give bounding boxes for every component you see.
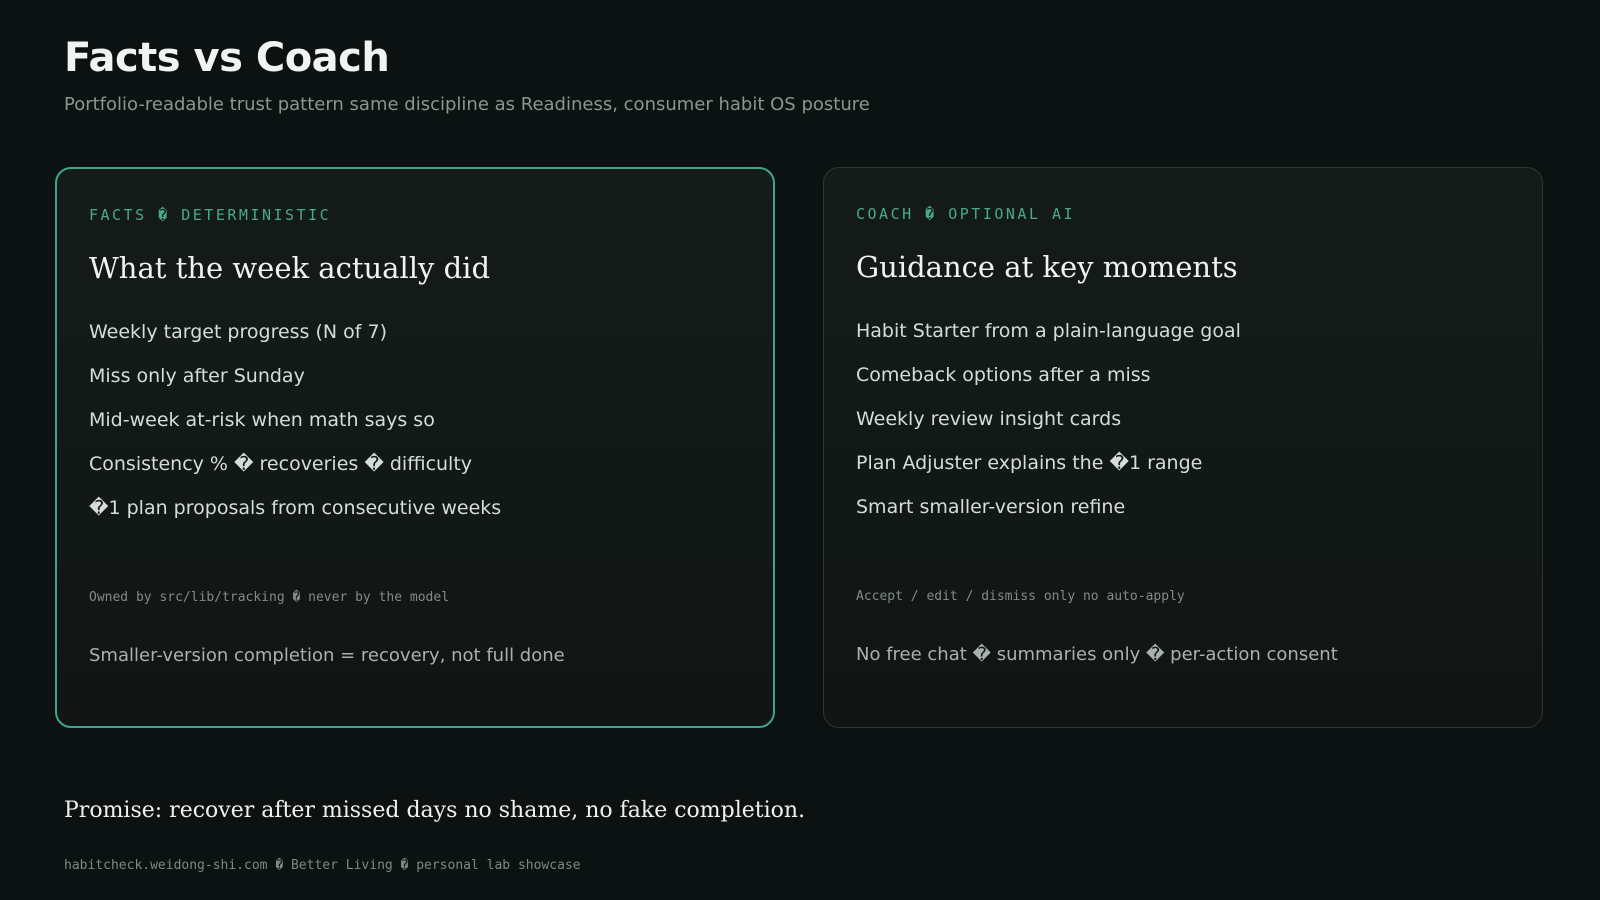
facts-item: �1 plan proposals from consecutive weeks	[89, 497, 502, 519]
coach-item: Smart smaller-version refine	[856, 496, 1126, 518]
coach-eyebrow: COACH � OPTIONAL AI	[856, 205, 1076, 223]
coach-card-title: Guidance at key moments	[856, 250, 1238, 284]
coach-item: Plan Adjuster explains the �1 range	[856, 452, 1203, 474]
facts-card-title: What the week actually did	[89, 251, 491, 285]
facts-card	[55, 167, 775, 728]
coach-footnote: No free chat � summaries only � per-action consent	[856, 644, 1338, 665]
facts-item: Miss only after Sunday	[89, 365, 305, 387]
facts-item: Mid-week at-risk when math says so	[89, 409, 435, 431]
page-subtitle: Portfolio-readable trust pattern same discipline as Readiness, consumer habit OS posture	[64, 94, 870, 115]
facts-ownership-note: Owned by src/lib/tracking � never by the model	[89, 590, 450, 605]
coach-item: Comeback options after a miss	[856, 364, 1151, 386]
page-title: Facts vs Coach	[64, 35, 390, 81]
facts-item: Weekly target progress (N of 7)	[89, 321, 388, 343]
coach-card	[823, 167, 1543, 728]
coach-ownership-note: Accept / edit / dismiss only no auto-apply	[856, 589, 1185, 604]
facts-item: Consistency % � recoveries � difficulty	[89, 453, 473, 475]
facts-item-list	[89, 317, 501, 537]
coach-item-list	[856, 316, 1241, 536]
slide-header	[64, 34, 870, 115]
facts-eyebrow: FACTS � DETERMINISTIC	[89, 206, 332, 224]
promise-statement: Promise: recover after missed days no shame, no fake completion.	[64, 798, 806, 823]
footer-credit: habitcheck.weidong-shi.com � Better Living � personal lab showcase	[64, 858, 581, 873]
facts-footnote: Smaller-version completion = recovery, not full done	[89, 645, 565, 666]
coach-item: Habit Starter from a plain-language goal	[856, 320, 1241, 342]
coach-item: Weekly review insight cards	[856, 408, 1122, 430]
